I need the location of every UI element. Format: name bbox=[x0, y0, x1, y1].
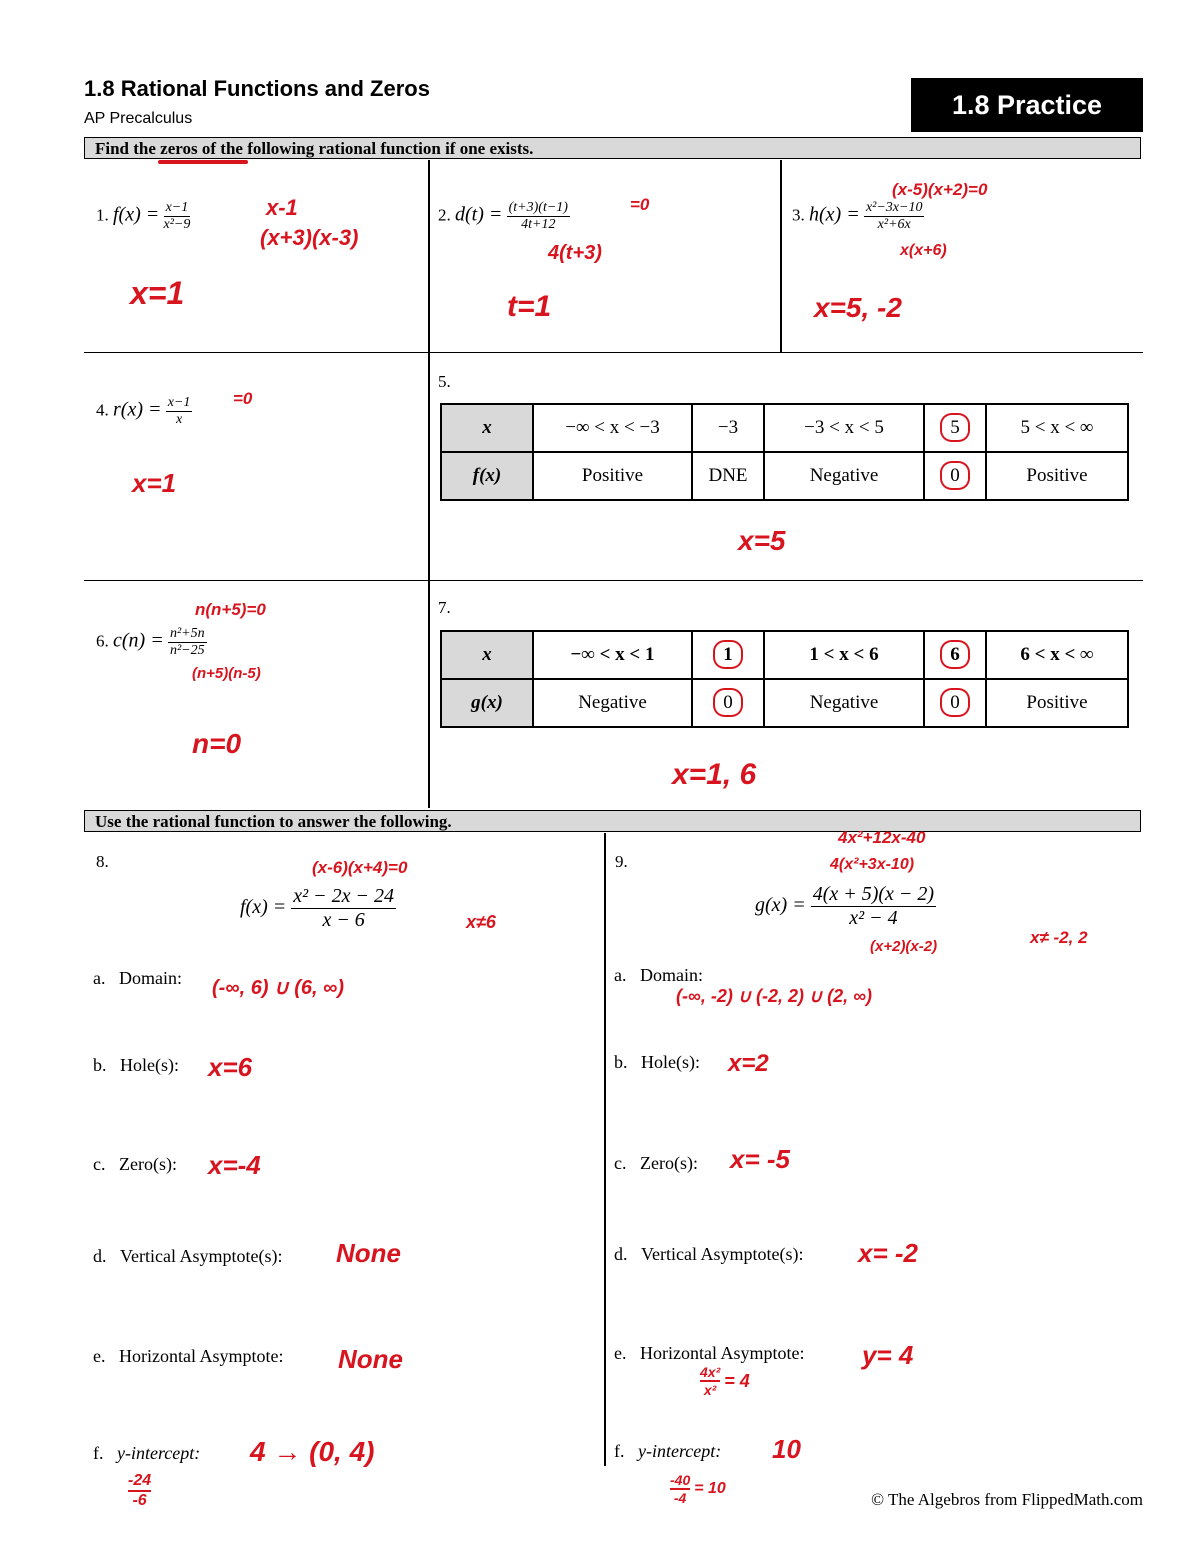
sign-cell bbox=[692, 679, 764, 727]
p8-question-c: c. Zero(s): bbox=[93, 1154, 177, 1174]
hw-answer: x=5 bbox=[738, 525, 786, 556]
sign-cell: Positive bbox=[986, 452, 1128, 500]
hw-equals-zero: =0 bbox=[233, 389, 253, 408]
hw-factor-top: (x-5)(x+2)=0 bbox=[892, 180, 988, 199]
sign-chart-5 bbox=[440, 403, 1129, 501]
hw-expand-2: 4(x²+3x-10) bbox=[830, 856, 915, 873]
sign-chart-7 bbox=[440, 630, 1129, 728]
problem-2: 2. d(t) = $\frac{(t+3)(t-1)}{4t+12}$ bbox=[438, 200, 568, 232]
p9-question-b: b. Hole(s): bbox=[614, 1052, 700, 1072]
p8-answer-d: None bbox=[336, 1238, 401, 1268]
p8-answer-f: 4 → (0, 4) bbox=[250, 1436, 375, 1467]
interval-cell: −∞ < x < 1 bbox=[533, 631, 692, 679]
hw-expand-1: 4x²+12x-40 bbox=[838, 828, 926, 847]
p9-answer-e: y= 4 bbox=[862, 1340, 914, 1370]
problem-9-number: 9. bbox=[615, 852, 628, 871]
hw-factor-top: x-1 bbox=[266, 195, 298, 220]
hw-underline bbox=[158, 160, 248, 164]
hw-answer: x=1, 6 bbox=[672, 758, 757, 791]
header-fx: f(x) bbox=[441, 452, 533, 500]
course-subtitle: AP Precalculus bbox=[84, 110, 193, 127]
problem-8-number: 8. bbox=[96, 852, 109, 871]
p9-answer-d: x= -2 bbox=[858, 1238, 918, 1268]
zero-point: 5 bbox=[940, 413, 970, 442]
hw-factor-top: n(n+5)=0 bbox=[195, 600, 266, 619]
interval-cell bbox=[924, 404, 986, 452]
hw-factor: (x-6)(x+4)=0 bbox=[312, 858, 408, 877]
hw-restriction: x≠6 bbox=[466, 912, 496, 932]
interval-cell: 6 < x < ∞ bbox=[986, 631, 1128, 679]
p9-question-c: c. Zero(s): bbox=[614, 1153, 698, 1173]
grid-divider bbox=[780, 160, 782, 353]
hw-answer: t=1 bbox=[507, 290, 552, 323]
hw-factor-bottom: (x+3)(x-3) bbox=[260, 225, 359, 250]
sign-cell bbox=[924, 679, 986, 727]
hw-factor: 4(t+3) bbox=[548, 242, 602, 264]
p9-answer-b: x=2 bbox=[728, 1050, 769, 1077]
sign-cell: DNE bbox=[692, 452, 764, 500]
zero-value: 0 bbox=[940, 461, 970, 490]
problem-3: 3. h(x) = $\frac{\text{x²−3x−10}}{\text{x²+6x}}$ bbox=[792, 200, 923, 232]
hw-factor-bottom: (n+5)(n-5) bbox=[192, 665, 261, 682]
hw-factor-bottom: x(x+6) bbox=[900, 242, 947, 259]
grid-divider bbox=[604, 833, 606, 1466]
header-x: x bbox=[441, 631, 533, 679]
page-title: 1.8 Rational Functions and Zeros bbox=[84, 76, 430, 101]
header-gx: g(x) bbox=[441, 679, 533, 727]
problem-5-number: 5. bbox=[438, 372, 451, 391]
sign-cell: Negative bbox=[533, 679, 692, 727]
interval-cell: 5 < x < ∞ bbox=[986, 404, 1128, 452]
p8-answer-a: (-∞, 6) ∪ (6, ∞) bbox=[212, 977, 345, 999]
hw-answer: x=1 bbox=[130, 275, 185, 311]
p9-question-d: d. Vertical Asymptote(s): bbox=[614, 1244, 804, 1264]
hw-restriction: x≠ -2, 2 bbox=[1030, 928, 1088, 947]
p8-answer-b: x=6 bbox=[208, 1052, 253, 1082]
problem-6: 6. c(n) = $\frac{\text{n²+5n}}{\text{n²−25}}$ bbox=[96, 626, 205, 658]
p9-answer-a: (-∞, -2) ∪ (-2, 2) ∪ (2, ∞) bbox=[676, 986, 873, 1006]
zero-value: 0 bbox=[940, 688, 970, 717]
problem-9-function: g(x) = $\frac{4(x + 5)(x - 2)}{\text{x² − 4}}$ bbox=[755, 883, 935, 929]
header-x: x bbox=[441, 404, 533, 452]
section1-banner: Find the zeros of the following rational function if one exists. bbox=[84, 137, 1141, 159]
section2-banner: Use the rational function to answer the following. bbox=[84, 810, 1141, 832]
problem-4: 4. r(x) = $\frac{x-1}{x}$ bbox=[96, 395, 191, 427]
p8-answer-e: None bbox=[338, 1344, 403, 1374]
sign-cell: Negative bbox=[764, 679, 924, 727]
grid-divider bbox=[428, 160, 430, 808]
p9-question-f: f. y-intercept: bbox=[614, 1441, 722, 1461]
interval-cell: −3 < x < 5 bbox=[764, 404, 924, 452]
p8-question-e: e. Horizontal Asymptote: bbox=[93, 1346, 284, 1366]
p8-question-d: d. Vertical Asymptote(s): bbox=[93, 1246, 283, 1266]
p9-question-a: a. Domain: bbox=[614, 965, 703, 985]
interval-cell: −3 bbox=[692, 404, 764, 452]
p8-answer-c: x=-4 bbox=[208, 1150, 261, 1180]
p8-question-b: b. Hole(s): bbox=[93, 1055, 179, 1075]
interval-cell bbox=[924, 631, 986, 679]
grid-divider bbox=[84, 580, 1143, 581]
interval-cell bbox=[692, 631, 764, 679]
hw-answer: n=0 bbox=[192, 728, 242, 759]
zero-point: 1 bbox=[713, 640, 743, 669]
hw-factor-bottom: (x+2)(x-2) bbox=[870, 938, 938, 955]
sign-cell: Positive bbox=[533, 452, 692, 500]
problem-1: 1. f(x) = $\frac{x-1}{\text{x²−9}}$ bbox=[96, 200, 191, 232]
grid-divider bbox=[84, 352, 1143, 353]
interval-cell: −∞ < x < −3 bbox=[533, 404, 692, 452]
hw-equals-zero: =0 bbox=[630, 195, 650, 214]
interval-cell: 1 < x < 6 bbox=[764, 631, 924, 679]
sign-cell bbox=[924, 452, 986, 500]
sign-cell: Negative bbox=[764, 452, 924, 500]
hw-answer: x=1 bbox=[132, 468, 177, 498]
copyright-footer: © The Algebros from FlippedMath.com bbox=[871, 1490, 1143, 1509]
p9-question-e: e. Horizontal Asymptote: bbox=[614, 1343, 805, 1363]
p9-answer-f: 10 bbox=[772, 1434, 801, 1464]
practice-badge: 1.8 Practice bbox=[911, 78, 1143, 132]
hw-ha-work: $\frac{\text{4x²}}{\text{x²}}$ = 4 bbox=[700, 1364, 750, 1398]
hw-answer: x=5, -2 bbox=[814, 292, 902, 323]
problem-7-number: 7. bbox=[438, 598, 451, 617]
zero-point: 6 bbox=[940, 640, 970, 669]
sign-cell: Positive bbox=[986, 679, 1128, 727]
hw-work: -24 -6 bbox=[128, 1472, 152, 1509]
hw-yint-work: $\frac{-40}{-4}$ = 10 bbox=[670, 1472, 726, 1506]
zero-value: 0 bbox=[713, 688, 743, 717]
p9-answer-c: x= -5 bbox=[730, 1144, 790, 1174]
p8-question-f: f. y-intercept: bbox=[93, 1443, 201, 1463]
problem-8-function: f(x) = $\frac{\text{x² − 2x − 24}}{x - 6}$ bbox=[240, 885, 394, 931]
p8-question-a: a. Domain: bbox=[93, 968, 182, 988]
